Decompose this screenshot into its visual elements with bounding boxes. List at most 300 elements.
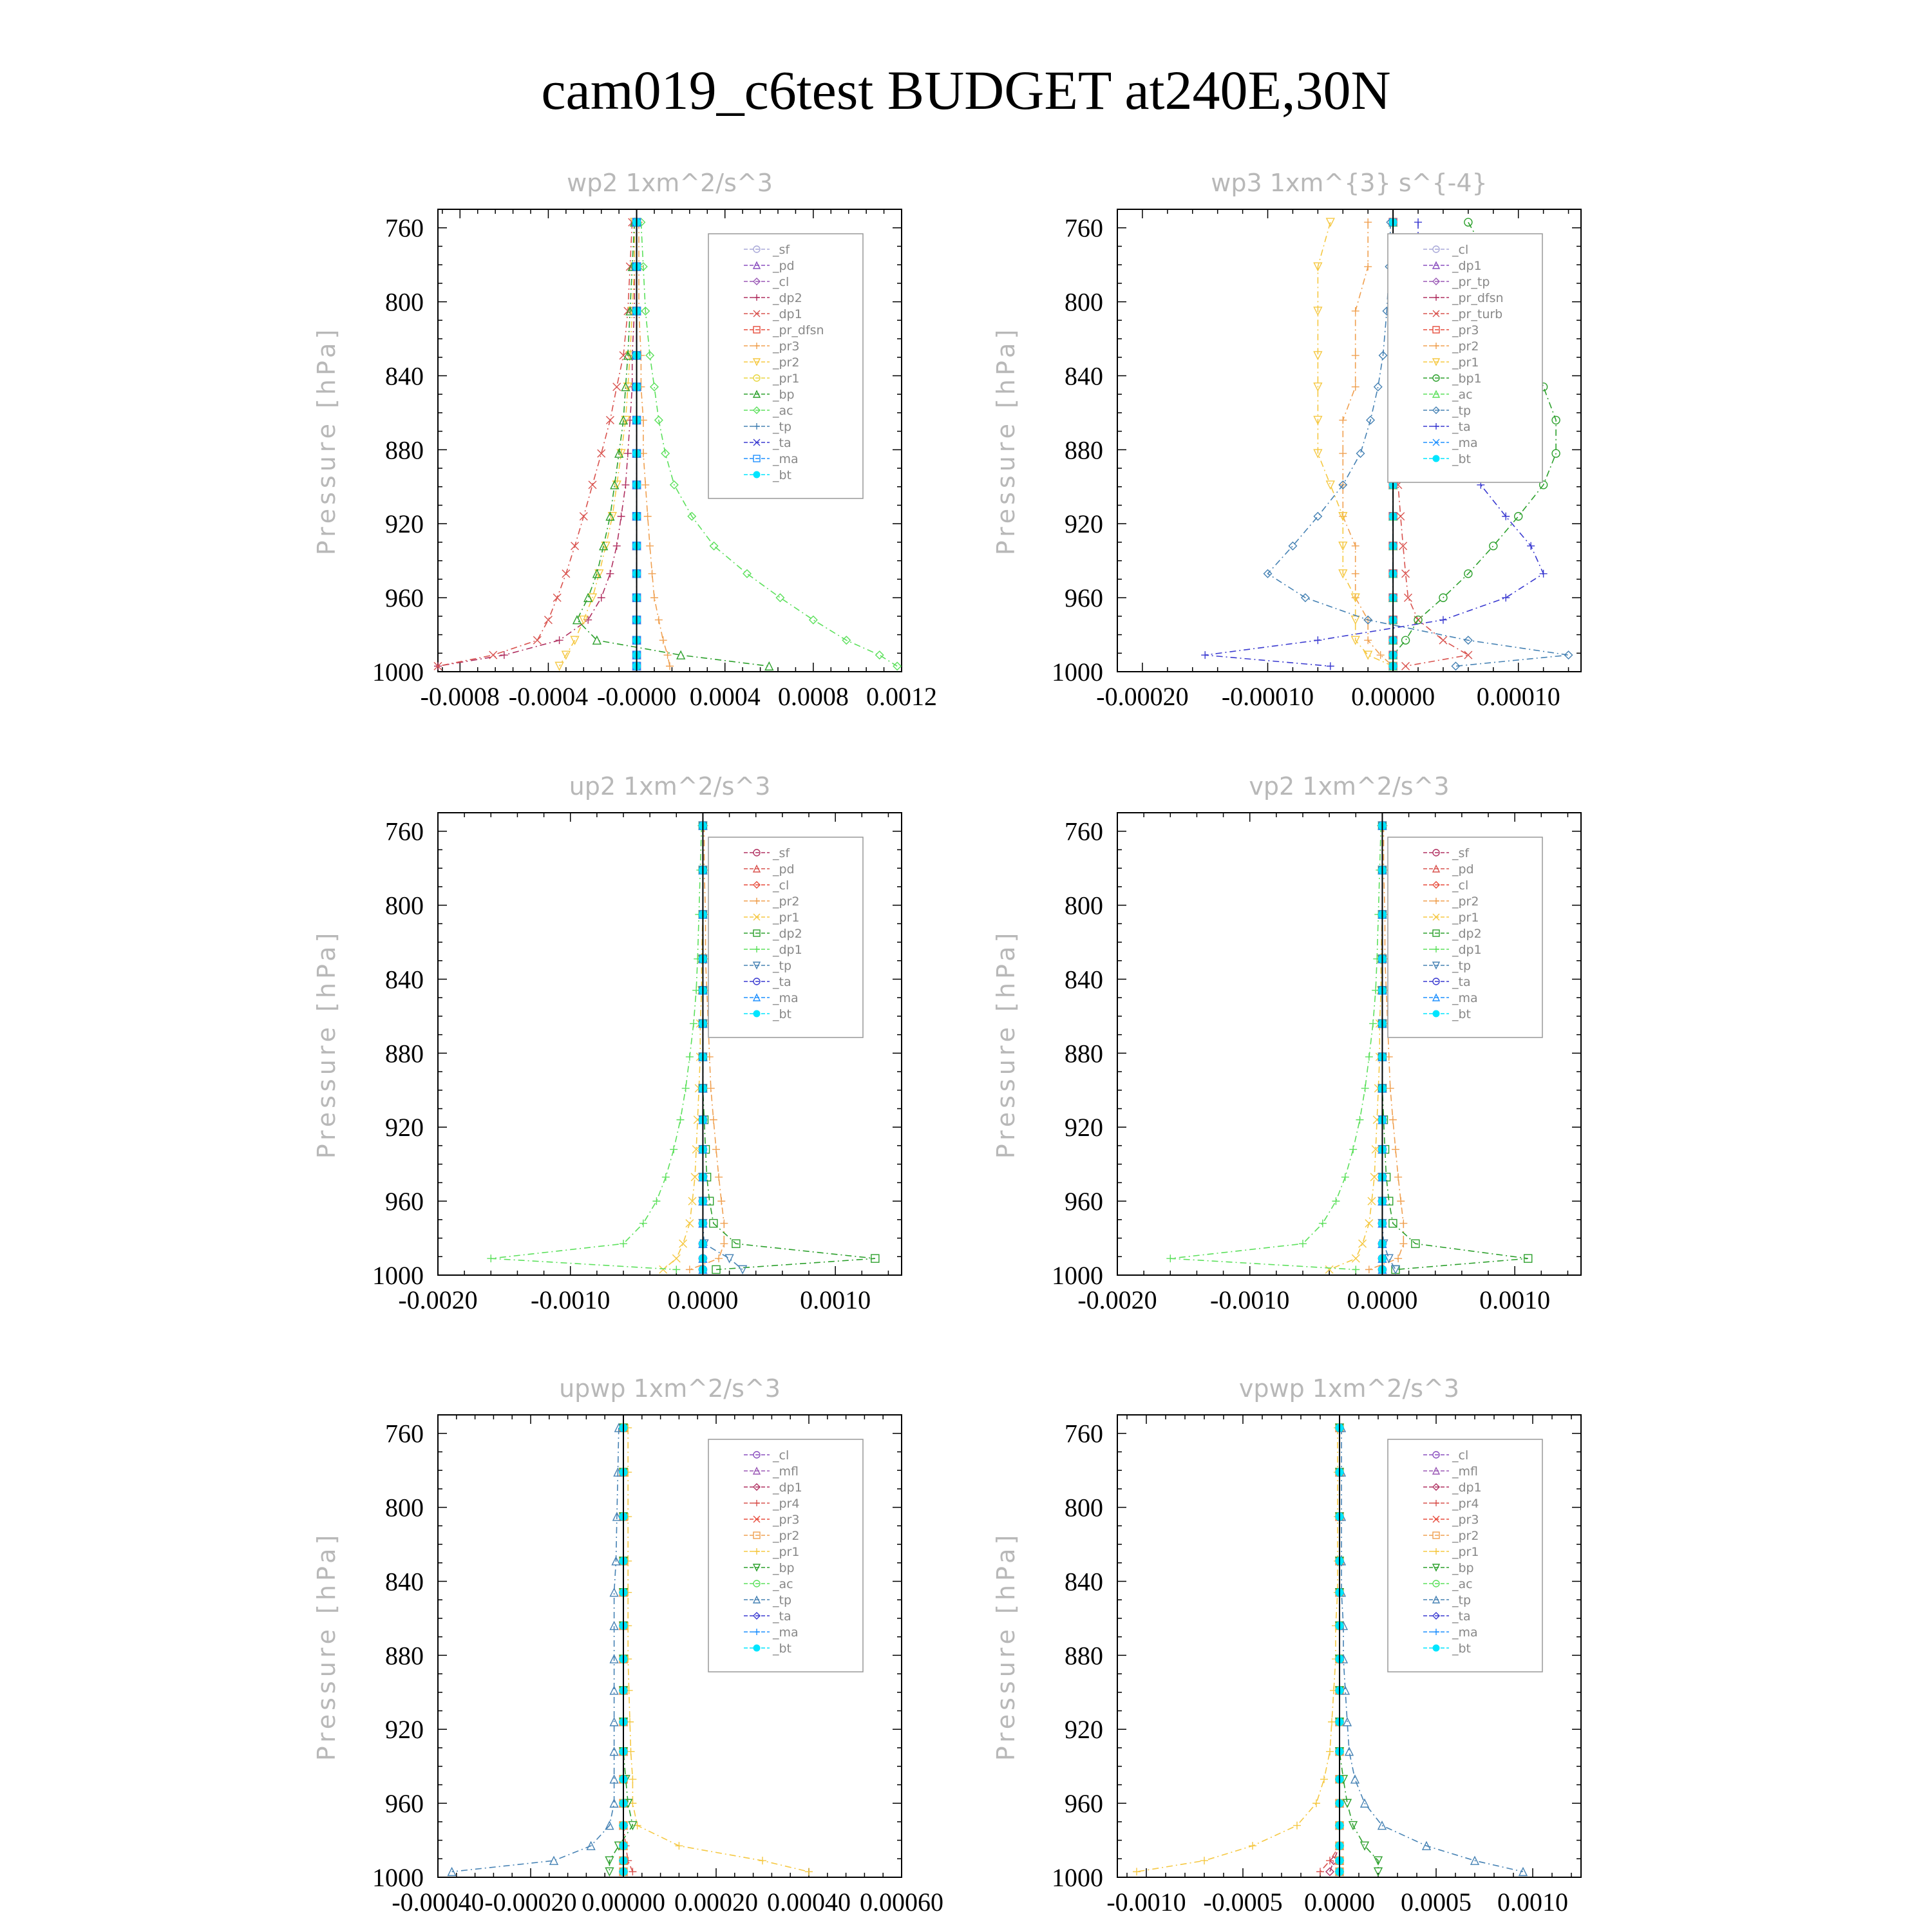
data-point — [1352, 1265, 1359, 1273]
legend-label: _cl — [1452, 878, 1469, 893]
series-bp — [605, 1424, 636, 1875]
data-point — [1319, 1220, 1327, 1227]
legend-label: _ma — [773, 1625, 799, 1640]
data-point — [1201, 651, 1209, 659]
data-point — [1316, 1868, 1324, 1875]
y-tick-label: 1000 — [372, 1863, 424, 1892]
data-point — [580, 513, 587, 520]
legend-label: _pr_dfsn — [1452, 291, 1504, 305]
x-tick-label: 0.00060 — [860, 1888, 943, 1917]
legend-label: _dp2 — [1452, 927, 1482, 941]
data-point — [1345, 1748, 1353, 1756]
legend-label: _bt — [1452, 1007, 1472, 1021]
legend-label: _bp — [773, 1561, 795, 1575]
series-line — [560, 222, 635, 666]
x-tick-label: 0.0005 — [1401, 1888, 1472, 1917]
data-point — [627, 1748, 635, 1756]
x-tick-label: -0.00020 — [484, 1888, 577, 1917]
legend-label: _pr4 — [773, 1497, 800, 1511]
data-point — [573, 616, 581, 624]
y-tick-label: 760 — [1065, 817, 1103, 846]
data-point — [1374, 383, 1382, 391]
data-point — [553, 594, 561, 601]
data-point — [682, 1084, 690, 1092]
legend-label: _cl — [773, 1448, 790, 1463]
data-point — [1327, 481, 1334, 489]
y-tick-label: 920 — [1065, 509, 1103, 539]
data-point — [765, 662, 773, 670]
legend-label: _ma — [1452, 991, 1478, 1005]
legend-label: _bt — [1452, 1642, 1472, 1656]
data-point — [662, 1173, 670, 1181]
data-point — [1392, 1146, 1399, 1153]
legend-label: _dp1 — [773, 1481, 802, 1495]
data-point — [1352, 352, 1359, 359]
y-axis-label: Pressure [hPa] — [312, 325, 341, 556]
data-point — [720, 1240, 728, 1247]
series-dp1 — [1166, 822, 1385, 1273]
y-tick-label: 880 — [1065, 1039, 1103, 1068]
legend-label: _ma — [1452, 436, 1478, 450]
data-point — [1327, 662, 1334, 670]
series-dp1 — [1326, 1424, 1343, 1875]
legend-label: _pd — [773, 862, 795, 876]
x-tick-label: 0.0000 — [1347, 1285, 1418, 1314]
data-point — [1464, 651, 1472, 659]
series-line — [438, 222, 634, 666]
data-point — [1365, 1053, 1373, 1061]
data-point — [759, 1857, 766, 1864]
legend-label: _dp1 — [1452, 1481, 1482, 1495]
series-tp — [448, 1424, 623, 1875]
legend-label: _pr_dfsn — [773, 323, 824, 337]
x-tick-label: -0.0005 — [1203, 1888, 1283, 1917]
y-tick-label: 1000 — [1052, 1863, 1103, 1892]
data-point — [1414, 218, 1422, 226]
data-point — [690, 1019, 697, 1027]
legend-label: _sf — [773, 243, 790, 257]
data-point — [893, 662, 901, 670]
x-tick-label: 0.0012 — [866, 682, 937, 711]
data-point — [710, 1116, 717, 1124]
y-tick-label: 960 — [385, 1187, 424, 1217]
data-point — [1540, 570, 1548, 578]
figure-title: cam019_c6test BUDGET at240E,30N — [541, 59, 1391, 121]
legend-label: _bt — [773, 1007, 792, 1021]
y-tick-label: 920 — [385, 1113, 424, 1142]
data-point — [1389, 1116, 1397, 1124]
y-tick-label: 880 — [1065, 435, 1103, 465]
data-point — [675, 1842, 683, 1850]
legend-label: _ta — [1452, 975, 1471, 989]
legend-label: _tp — [773, 1593, 792, 1607]
data-point — [556, 636, 564, 644]
data-point — [613, 542, 621, 550]
legend-label: _ta — [1452, 1609, 1471, 1624]
data-point — [726, 1255, 734, 1262]
x-tick-label: 0.0000 — [667, 1285, 739, 1314]
data-point — [562, 570, 570, 578]
data-point — [1200, 1857, 1208, 1864]
legend-marker — [1433, 455, 1439, 462]
data-point — [1402, 662, 1410, 670]
legend-label: _pr1 — [1452, 911, 1479, 925]
legend-label: _ma — [1452, 1625, 1478, 1640]
y-tick-label: 800 — [1065, 1493, 1103, 1522]
data-point — [1364, 218, 1372, 226]
x-tick-label: 0.0004 — [689, 682, 761, 711]
data-point — [1326, 1748, 1334, 1756]
legend-label: _pr3 — [773, 1513, 800, 1527]
legend-label: _mfl — [773, 1464, 799, 1479]
data-point — [655, 616, 663, 624]
data-point — [606, 416, 614, 424]
data-point — [1397, 1197, 1405, 1205]
y-tick-label: 760 — [385, 1419, 424, 1448]
data-point — [1352, 570, 1359, 578]
y-tick-label: 920 — [385, 1715, 424, 1745]
series-pr1 — [1325, 822, 1386, 1273]
legend-label: _ta — [773, 975, 791, 989]
y-tick-label: 960 — [385, 1789, 424, 1819]
data-point — [1515, 513, 1522, 520]
data-point — [589, 481, 596, 489]
data-point — [650, 383, 658, 391]
legend — [708, 1439, 863, 1672]
legend-label: _pr2 — [1452, 1529, 1479, 1543]
y-tick-label: 800 — [1065, 891, 1103, 920]
data-point — [650, 594, 658, 601]
data-point — [1339, 450, 1347, 457]
x-tick-label: -0.00020 — [1096, 682, 1189, 711]
x-tick-label: 0.0000 — [1304, 1888, 1375, 1917]
x-tick-label: -0.0020 — [398, 1285, 478, 1314]
legend — [1388, 1439, 1542, 1672]
x-tick-label: -0.0010 — [531, 1285, 611, 1314]
legend-label: _ac — [1452, 1577, 1473, 1591]
panel-3 — [312, 772, 902, 1314]
series-line — [1137, 1428, 1338, 1871]
y-tick-label: 800 — [385, 891, 424, 920]
data-point — [649, 570, 656, 578]
legend-marker — [1433, 1645, 1439, 1651]
y-tick-label: 760 — [1065, 1419, 1103, 1448]
data-point — [598, 594, 605, 601]
legend-label: _sf — [1452, 846, 1470, 860]
y-axis-label: Pressure [hPa] — [312, 1531, 341, 1761]
data-point — [1356, 1116, 1363, 1124]
legend-marker — [753, 1010, 760, 1017]
legend-label: _pr1 — [1452, 355, 1479, 370]
legend-label: _cl — [773, 878, 790, 893]
series-pr1 — [659, 822, 707, 1273]
panel-title: wp2 1xm^2/s^3 — [567, 169, 773, 197]
data-point — [1314, 636, 1321, 644]
data-point — [1364, 636, 1372, 644]
y-tick-label: 800 — [385, 287, 424, 317]
legend-label: _pr1 — [773, 911, 800, 925]
y-tick-label: 920 — [385, 509, 424, 539]
data-point — [1402, 636, 1410, 644]
data-point — [624, 450, 632, 457]
legend-label: _dp1 — [1452, 943, 1482, 957]
legend-label: _tp — [1452, 1593, 1472, 1607]
x-tick-label: 0.00020 — [674, 1888, 758, 1917]
data-point — [606, 570, 614, 578]
panel-title: vpwp 1xm^2/s^3 — [1238, 1374, 1460, 1403]
series-pr1 — [1133, 1424, 1341, 1875]
data-point — [571, 542, 579, 550]
legend-label: _tp — [1452, 404, 1472, 418]
data-point — [720, 1220, 728, 1227]
x-tick-label: -0.00010 — [1221, 682, 1314, 711]
x-tick-label: 0.00000 — [582, 1888, 665, 1917]
data-point — [743, 570, 751, 578]
y-tick-label: 840 — [385, 1567, 424, 1596]
data-point — [1464, 218, 1472, 226]
series-line — [1340, 1428, 1378, 1871]
data-point — [556, 662, 564, 670]
data-point — [533, 636, 541, 644]
x-tick-label: 0.0010 — [1497, 1888, 1568, 1917]
data-point — [666, 662, 674, 670]
y-tick-label: 960 — [1065, 1187, 1103, 1217]
y-tick-label: 960 — [1065, 1789, 1103, 1819]
y-tick-label: 840 — [385, 965, 424, 994]
data-point — [686, 1053, 694, 1061]
data-point — [1332, 1197, 1340, 1205]
legend-marker — [1433, 1010, 1439, 1017]
data-point — [1397, 513, 1405, 520]
legend-label: _tp — [1452, 959, 1472, 973]
data-point — [613, 383, 621, 391]
series-dp1 — [434, 218, 636, 670]
x-tick-label: 0.00010 — [1476, 682, 1560, 711]
data-point — [1439, 636, 1447, 644]
series-dp2 — [434, 218, 638, 670]
legend-label: _ac — [773, 1577, 793, 1591]
y-tick-label: 920 — [1065, 1715, 1103, 1745]
data-point — [652, 1197, 660, 1205]
data-point — [544, 616, 552, 624]
y-axis-label: Pressure [hPa] — [312, 929, 341, 1159]
data-point — [1352, 383, 1359, 391]
legend-label: _bp — [773, 388, 795, 402]
data-point — [1357, 450, 1365, 457]
data-point — [686, 1265, 694, 1273]
data-point — [639, 1220, 647, 1227]
data-point — [672, 1265, 680, 1273]
panel-title: wp3 1xm^{3} s^{-4} — [1211, 169, 1488, 197]
legend — [1388, 234, 1542, 482]
data-point — [672, 1255, 680, 1262]
legend-label: _mfl — [1452, 1464, 1478, 1479]
data-point — [876, 651, 884, 659]
data-point — [1369, 1019, 1377, 1027]
data-point — [1392, 1265, 1399, 1273]
legend-label: _dp2 — [773, 927, 802, 941]
legend-label: _pr_turb — [1452, 307, 1503, 321]
x-tick-label: -0.0008 — [420, 682, 500, 711]
panel-2 — [992, 169, 1581, 711]
data-point — [712, 1146, 720, 1153]
legend-label: _tp — [773, 420, 792, 434]
data-point — [618, 513, 625, 520]
data-point — [1320, 1776, 1328, 1783]
legend — [708, 837, 863, 1037]
y-tick-label: 800 — [385, 1493, 424, 1522]
data-point — [1351, 1776, 1359, 1783]
data-point — [670, 1146, 677, 1153]
panel-title: up2 1xm^2/s^3 — [569, 772, 771, 800]
legend-label: _dp1 — [773, 307, 802, 321]
data-point — [739, 1265, 746, 1273]
y-tick-label: 760 — [1065, 213, 1103, 243]
data-point — [489, 651, 497, 659]
legend-marker — [753, 1645, 760, 1651]
panel-4 — [992, 772, 1581, 1314]
data-point — [598, 450, 605, 457]
x-tick-label: -0.0020 — [1077, 1285, 1157, 1314]
data-point — [621, 481, 629, 489]
x-tick-label: -0.0004 — [508, 682, 589, 711]
panel-6 — [992, 1374, 1581, 1917]
data-point — [1365, 1265, 1373, 1273]
series-line — [452, 1428, 619, 1871]
legend-label: _dp1 — [1452, 259, 1482, 273]
legend-label: _ta — [773, 1609, 791, 1624]
data-point — [1352, 307, 1359, 315]
y-tick-label: 920 — [1065, 1113, 1103, 1142]
series-dp1 — [487, 822, 705, 1273]
legend-label: _pr3 — [1452, 1513, 1479, 1527]
y-tick-label: 1000 — [1052, 1261, 1103, 1290]
data-point — [1387, 1084, 1394, 1092]
legend-label: _ma — [773, 452, 799, 466]
data-point — [1339, 416, 1347, 424]
legend-label: _pr3 — [773, 339, 800, 354]
data-point — [1439, 616, 1447, 624]
data-point — [487, 1255, 495, 1262]
series-line — [1343, 222, 1393, 666]
data-point — [715, 1173, 723, 1181]
legend-label: _ac — [1452, 388, 1473, 402]
data-point — [641, 481, 649, 489]
x-tick-label: 0.00040 — [767, 1888, 851, 1917]
legend-label: _bp — [1452, 1561, 1474, 1575]
data-point — [1527, 542, 1535, 550]
data-point — [1249, 1842, 1256, 1850]
data-point — [1352, 542, 1359, 550]
data-point — [646, 542, 654, 550]
y-tick-label: 880 — [385, 1039, 424, 1068]
panel-1 — [312, 169, 937, 711]
data-point — [686, 1220, 694, 1227]
data-point — [1502, 594, 1510, 601]
legend-label: _sf — [773, 846, 790, 860]
data-point — [605, 1868, 613, 1875]
y-axis-label: Pressure [hPa] — [992, 325, 1020, 556]
x-tick-label: -0.0010 — [1106, 1888, 1186, 1917]
data-point — [1394, 1173, 1402, 1181]
legend-label: _bt — [773, 1642, 792, 1656]
y-tick-label: 880 — [385, 435, 424, 465]
legend-label: _ta — [773, 436, 791, 450]
legend-label: _pr1 — [1452, 1545, 1479, 1559]
data-point — [1490, 542, 1497, 550]
data-point — [644, 513, 652, 520]
data-point — [1399, 1240, 1407, 1247]
data-point — [659, 1265, 667, 1273]
legend-label: _bt — [773, 468, 792, 482]
y-axis-label: Pressure [hPa] — [992, 1531, 1020, 1761]
legend-label: _bt — [1452, 452, 1472, 466]
series-line — [1318, 222, 1393, 666]
y-tick-label: 1000 — [372, 658, 424, 687]
y-tick-label: 960 — [1065, 583, 1103, 613]
y-tick-label: 1000 — [372, 1261, 424, 1290]
legend-marker — [753, 471, 760, 478]
data-point — [629, 1776, 636, 1783]
y-tick-label: 760 — [385, 213, 424, 243]
y-tick-label: 840 — [1065, 1567, 1103, 1596]
series-line — [663, 826, 703, 1269]
series-line — [491, 826, 701, 1269]
legend-label: _bp1 — [1452, 372, 1482, 386]
data-point — [659, 636, 667, 644]
data-point — [717, 1197, 725, 1205]
y-tick-label: 800 — [1065, 287, 1103, 317]
x-tick-label: -0.0010 — [1210, 1285, 1290, 1314]
y-tick-label: 840 — [385, 361, 424, 391]
legend-label: _pd — [1452, 862, 1474, 876]
legend-label: _pr3 — [1452, 323, 1479, 337]
legend-label: _pr1 — [773, 1545, 800, 1559]
legend-label: _ta — [1452, 420, 1471, 434]
legend-label: _tp — [773, 959, 792, 973]
series-pr3 — [635, 218, 674, 670]
data-point — [1392, 1265, 1399, 1273]
x-tick-label: 0.0008 — [777, 682, 849, 711]
legend-label: _cl — [1452, 1448, 1469, 1463]
y-tick-label: 840 — [1065, 965, 1103, 994]
data-point — [1365, 1220, 1373, 1227]
data-point — [1399, 1220, 1407, 1227]
panel-title: vp2 1xm^2/s^3 — [1249, 772, 1450, 800]
data-point — [1328, 1718, 1336, 1726]
legend-label: _ac — [773, 404, 793, 418]
x-tick-label: 0.00000 — [1351, 682, 1435, 711]
series-pr2 — [556, 218, 639, 670]
x-tick-label: -0.0000 — [596, 682, 677, 711]
data-point — [776, 594, 784, 601]
y-tick-label: 880 — [385, 1641, 424, 1671]
x-tick-label: -0.00040 — [392, 1888, 484, 1917]
legend-label: _pd — [773, 259, 795, 273]
series-pr1 — [1314, 218, 1397, 670]
series-bp — [1336, 1424, 1382, 1875]
series-line — [1170, 826, 1381, 1269]
y-tick-label: 840 — [1065, 361, 1103, 391]
data-point — [1364, 263, 1372, 270]
y-tick-label: 960 — [385, 583, 424, 613]
legend-label: _dp1 — [773, 943, 802, 957]
data-point — [679, 1240, 687, 1247]
x-tick-label: 0.0010 — [1479, 1285, 1551, 1314]
legend-label: _pr2 — [773, 895, 800, 909]
legend-label: _pr2 — [773, 355, 800, 370]
data-point — [707, 1084, 715, 1092]
